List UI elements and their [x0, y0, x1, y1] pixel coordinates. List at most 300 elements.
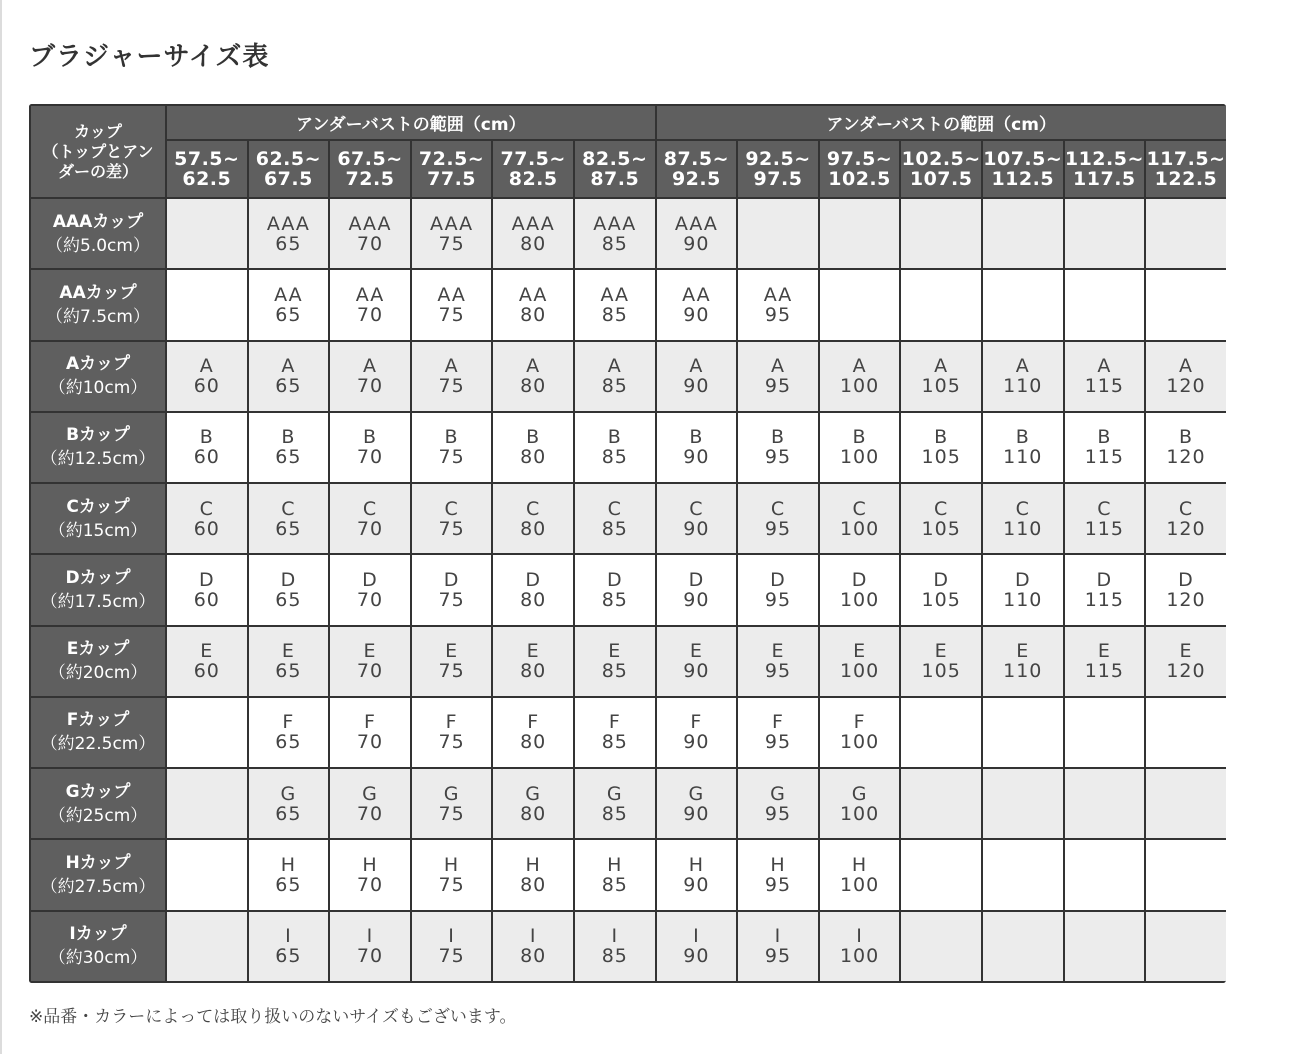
size-band: 60 — [193, 517, 220, 540]
size-band: 115 — [1084, 660, 1124, 683]
size-cell — [737, 768, 819, 839]
size-letter: B — [770, 426, 785, 449]
size-band: 65 — [275, 945, 302, 968]
range-text: 112.5~ — [1064, 148, 1144, 170]
size-cell — [982, 198, 1064, 269]
cup-difference: （約25cm） — [48, 805, 148, 826]
size-band: 70 — [356, 874, 384, 897]
size-band: 110 — [1003, 446, 1043, 469]
size-cell — [248, 697, 330, 768]
range-text: 82.5~ — [582, 148, 648, 170]
size-letter: A — [607, 355, 622, 378]
size-cell — [492, 911, 574, 982]
size-band: 95 — [764, 588, 792, 611]
size-letter: A — [934, 355, 949, 378]
size-band: 60 — [193, 375, 220, 398]
size-cell — [1064, 554, 1146, 625]
size-cell — [982, 412, 1064, 483]
size-band: 80 — [520, 660, 547, 683]
size-letter: I — [448, 925, 455, 948]
size-cell — [656, 341, 738, 412]
size-cell — [166, 839, 248, 910]
size-cell — [1145, 412, 1226, 483]
size-band: 75 — [438, 945, 465, 968]
size-cell — [1145, 198, 1226, 269]
cup-difference: （約22.5cm） — [40, 734, 156, 755]
size-cell — [411, 341, 493, 412]
size-cell — [166, 198, 248, 269]
size-band: 80 — [520, 446, 547, 469]
size-cell — [574, 269, 656, 340]
size-band: 90 — [683, 517, 710, 540]
size-cell — [656, 911, 738, 982]
size-cell — [819, 911, 901, 982]
size-letter: D — [525, 568, 541, 591]
size-cell — [329, 269, 411, 340]
size-band: 85 — [601, 588, 628, 611]
table-row — [30, 483, 1226, 554]
cup-row-header — [30, 483, 166, 554]
size-band: 90 — [683, 802, 710, 825]
range-text: 122.5 — [1154, 168, 1218, 190]
size-cell — [737, 483, 819, 554]
size-table-body — [30, 198, 1226, 982]
size-band: 100 — [839, 945, 880, 968]
size-cell — [982, 483, 1064, 554]
cup-difference: （約10cm） — [48, 378, 148, 399]
size-letter: D — [1096, 568, 1113, 591]
size-cell — [574, 198, 656, 269]
size-band: 115 — [1084, 375, 1124, 398]
size-letter: E — [200, 640, 214, 663]
size-letter: I — [285, 925, 292, 948]
size-cell — [492, 269, 574, 340]
size-band: 90 — [683, 446, 710, 469]
size-cell — [166, 554, 248, 625]
size-band: 70 — [356, 802, 384, 825]
cup-difference: （約27.5cm） — [40, 877, 156, 898]
table-row — [30, 697, 1226, 768]
size-letter: C — [934, 497, 949, 520]
size-letter: B — [1015, 426, 1030, 449]
size-cell — [737, 341, 819, 412]
size-letter: C — [199, 497, 214, 520]
size-cell — [656, 697, 738, 768]
size-cell — [492, 839, 574, 910]
size-band: 70 — [356, 446, 384, 469]
size-cell — [1064, 198, 1146, 269]
size-band: 90 — [683, 375, 710, 398]
size-cell — [411, 269, 493, 340]
size-band: 90 — [683, 945, 710, 968]
size-cell — [1064, 483, 1146, 554]
underbust-range-cell — [982, 140, 1064, 198]
size-cell — [166, 483, 248, 554]
size-cell — [411, 768, 493, 839]
size-band: 120 — [1166, 517, 1206, 540]
table-row — [30, 412, 1226, 483]
size-cell — [737, 412, 819, 483]
size-band: 85 — [601, 232, 628, 255]
table-row — [30, 198, 1226, 269]
size-band: 90 — [683, 232, 710, 255]
size-letter: E — [934, 640, 948, 663]
size-band: 120 — [1166, 588, 1206, 611]
underbust-range-cell — [166, 140, 248, 198]
size-cell — [819, 839, 901, 910]
table-row — [30, 269, 1226, 340]
size-cell — [819, 626, 901, 697]
size-band: 110 — [1003, 660, 1043, 683]
page-left-border — [0, 0, 2, 1054]
underbust-range-cell — [248, 140, 330, 198]
size-band: 70 — [356, 660, 384, 683]
cup-row-header — [30, 412, 166, 483]
size-band: 90 — [683, 731, 710, 754]
size-letter: F — [608, 711, 621, 734]
size-cell — [1064, 412, 1146, 483]
size-letter: AA — [600, 283, 630, 306]
size-band: 75 — [438, 232, 465, 255]
size-band: 120 — [1166, 446, 1206, 469]
underbust-range-header: アンダーバストの範囲（cm） — [166, 105, 656, 140]
size-table-container — [29, 104, 1226, 983]
size-letter: D — [280, 568, 297, 591]
size-letter: C — [1015, 497, 1030, 520]
size-letter: AA — [518, 283, 548, 306]
size-letter: F — [282, 711, 295, 734]
size-cell — [900, 697, 982, 768]
size-cell — [329, 198, 411, 269]
size-cell — [1064, 697, 1146, 768]
size-band: 85 — [601, 874, 628, 897]
underbust-range-cell — [819, 140, 901, 198]
size-letter: H — [280, 854, 297, 877]
size-band: 65 — [275, 375, 302, 398]
size-letter: AAA — [593, 212, 637, 235]
size-cell — [900, 412, 982, 483]
cup-name: Bカップ — [66, 425, 130, 446]
size-letter: F — [445, 711, 458, 734]
size-band: 85 — [601, 660, 628, 683]
size-letter: D — [1014, 568, 1031, 591]
size-cell — [574, 626, 656, 697]
size-cell — [656, 839, 738, 910]
size-letter: I — [611, 925, 619, 948]
size-band: 110 — [1003, 375, 1043, 398]
size-letter: G — [443, 782, 460, 805]
size-letter: I — [529, 925, 537, 948]
size-letter: E — [526, 640, 540, 663]
size-band: 85 — [601, 731, 628, 754]
range-text: 72.5 — [345, 168, 395, 190]
size-band: 100 — [839, 375, 880, 398]
range-text: 62.5~ — [255, 148, 322, 170]
cup-row-header — [30, 839, 166, 910]
underbust-ranges-row — [30, 140, 1226, 198]
size-cell — [982, 697, 1064, 768]
size-cell — [1064, 341, 1146, 412]
size-cell — [492, 554, 574, 625]
size-cell — [574, 554, 656, 625]
size-cell — [982, 554, 1064, 625]
size-cell — [819, 483, 901, 554]
size-letter: C — [770, 497, 786, 520]
size-cell — [819, 269, 901, 340]
size-cell — [1064, 768, 1146, 839]
size-cell — [900, 554, 982, 625]
size-band: 105 — [921, 446, 961, 469]
range-text: 92.5~ — [745, 148, 811, 170]
size-cell — [737, 269, 819, 340]
size-cell — [982, 911, 1064, 982]
size-band: 100 — [839, 660, 880, 683]
size-cell — [248, 768, 330, 839]
size-cell — [819, 412, 901, 483]
cup-name: AAAカップ — [52, 211, 144, 232]
size-band: 80 — [520, 517, 547, 540]
range-text: 117.5 — [1073, 168, 1136, 190]
size-cell — [982, 269, 1064, 340]
size-letter: I — [693, 925, 700, 948]
size-cell — [900, 483, 982, 554]
size-cell — [248, 269, 330, 340]
range-text: 67.5 — [263, 168, 313, 190]
cup-name: Gカップ — [65, 781, 131, 802]
size-cell — [248, 483, 330, 554]
size-letter: D — [362, 568, 378, 591]
size-letter: F — [364, 711, 376, 734]
size-letter: E — [1016, 640, 1030, 663]
table-row — [30, 554, 1226, 625]
size-cell — [411, 911, 493, 982]
size-letter: H — [851, 854, 868, 877]
size-band: 70 — [356, 232, 384, 255]
size-cell — [656, 626, 738, 697]
size-band: 60 — [193, 446, 220, 469]
size-letter: G — [606, 782, 623, 805]
range-text: 112.5 — [991, 168, 1055, 190]
size-cell — [166, 341, 248, 412]
size-letter: B — [362, 426, 377, 449]
size-cell — [656, 554, 738, 625]
size-cell — [248, 198, 330, 269]
size-band: 115 — [1084, 517, 1124, 540]
size-band: 85 — [601, 945, 628, 968]
size-letter: A — [1178, 355, 1193, 378]
size-cell — [737, 626, 819, 697]
size-letter: B — [1178, 426, 1193, 449]
size-cell — [248, 412, 330, 483]
size-letter: I — [856, 925, 863, 948]
size-cell — [248, 839, 330, 910]
cup-name: Aカップ — [66, 354, 130, 375]
size-cell — [900, 911, 982, 982]
size-band: 100 — [839, 731, 880, 754]
size-cell — [1145, 483, 1226, 554]
size-cell — [166, 269, 248, 340]
size-cell — [329, 626, 411, 697]
size-letter: G — [362, 782, 378, 805]
size-band: 105 — [921, 660, 961, 683]
underbust-range-cell — [1145, 140, 1226, 198]
table-row — [30, 341, 1226, 412]
range-text: 92.5 — [671, 168, 721, 190]
cup-name: Hカップ — [65, 853, 131, 874]
size-band: 90 — [683, 660, 710, 683]
size-letter: G — [525, 782, 542, 805]
size-letter: AAA — [266, 212, 310, 235]
size-letter: AAA — [348, 212, 392, 235]
size-letter: A — [689, 355, 704, 378]
size-cell — [819, 768, 901, 839]
cup-difference: （約5.0cm） — [46, 235, 150, 256]
cup-difference: （約20cm） — [48, 663, 148, 684]
size-band: 80 — [520, 303, 547, 326]
size-letter: A — [444, 355, 459, 378]
size-band: 80 — [520, 874, 547, 897]
cup-difference: （約12.5cm） — [40, 449, 156, 470]
size-band: 70 — [356, 517, 384, 540]
size-letter: AA — [274, 283, 303, 306]
size-cell — [982, 626, 1064, 697]
cup-difference: （約7.5cm） — [46, 306, 150, 327]
size-letter: A — [281, 355, 296, 378]
size-band: 85 — [601, 303, 628, 326]
size-cell — [166, 768, 248, 839]
underbust-range-cell — [574, 140, 656, 198]
size-cell — [248, 554, 330, 625]
size-band: 65 — [275, 802, 302, 825]
underbust-range-header: アンダーバストの範囲（cm） — [656, 105, 1226, 140]
underbust-range-cell — [737, 140, 819, 198]
size-cell — [656, 483, 738, 554]
size-letter: F — [772, 711, 784, 734]
range-text: 97.5~ — [826, 148, 893, 170]
range-text: 107.5 — [909, 168, 973, 190]
size-letter: B — [1097, 426, 1112, 449]
size-letter: E — [771, 640, 785, 663]
size-letter: F — [690, 711, 703, 734]
size-cell — [737, 839, 819, 910]
size-letter: B — [281, 426, 296, 449]
size-cell — [1064, 269, 1146, 340]
size-cell — [574, 483, 656, 554]
size-band: 100 — [839, 874, 880, 897]
size-letter: D — [933, 568, 949, 591]
size-band: 65 — [275, 446, 302, 469]
size-band: 85 — [601, 517, 628, 540]
cup-name: AAカップ — [59, 282, 137, 303]
size-band: 65 — [275, 660, 302, 683]
cup-row-header — [30, 626, 166, 697]
size-band: 95 — [764, 874, 792, 897]
size-cell — [492, 697, 574, 768]
cup-row-header — [30, 768, 166, 839]
range-text: 87.5 — [590, 168, 640, 190]
size-band: 100 — [839, 588, 880, 611]
size-cell — [411, 198, 493, 269]
size-cell — [329, 341, 411, 412]
cup-name: Eカップ — [66, 639, 130, 660]
cup-difference: （約15cm） — [48, 520, 148, 541]
size-band: 100 — [839, 446, 880, 469]
cup-row-header — [30, 554, 166, 625]
size-cell — [900, 626, 982, 697]
size-band: 65 — [275, 303, 302, 326]
size-cell — [574, 839, 656, 910]
size-cell — [492, 341, 574, 412]
size-letter: C — [852, 497, 867, 520]
underbust-range-cell — [329, 140, 411, 198]
size-band: 65 — [275, 731, 302, 754]
size-cell — [1145, 839, 1226, 910]
size-letter: H — [607, 854, 623, 877]
size-cell — [1145, 341, 1226, 412]
size-letter: E — [363, 640, 377, 663]
size-band: 80 — [520, 945, 547, 968]
size-cell — [166, 697, 248, 768]
size-band: 85 — [601, 802, 628, 825]
size-letter: C — [607, 497, 622, 520]
size-letter: D — [851, 568, 868, 591]
size-letter: AAA — [430, 212, 474, 235]
size-letter: AA — [763, 283, 793, 306]
underbust-range-cell — [492, 140, 574, 198]
size-letter: C — [1178, 497, 1194, 520]
size-cell — [819, 198, 901, 269]
size-band: 95 — [764, 446, 792, 469]
table-row — [30, 768, 1226, 839]
size-letter: H — [362, 854, 378, 877]
size-cell — [329, 768, 411, 839]
cup-name: Fカップ — [66, 710, 130, 731]
size-letter: A — [199, 355, 214, 378]
size-band: 95 — [764, 731, 792, 754]
size-cell — [656, 768, 738, 839]
size-letter: A — [1097, 355, 1112, 378]
size-letter: B — [934, 426, 949, 449]
size-band: 70 — [356, 945, 384, 968]
size-band: 80 — [520, 802, 547, 825]
size-band: 120 — [1166, 375, 1206, 398]
size-cell — [737, 554, 819, 625]
size-band: 80 — [520, 731, 547, 754]
size-cell — [329, 839, 411, 910]
size-band: 65 — [275, 588, 302, 611]
size-letter: AA — [437, 283, 466, 306]
cup-row-header — [30, 198, 166, 269]
size-letter: E — [1097, 640, 1111, 663]
size-cell — [737, 697, 819, 768]
size-letter: E — [281, 640, 295, 663]
size-letter: E — [689, 640, 703, 663]
size-letter: E — [1179, 640, 1193, 663]
size-letter: B — [526, 426, 541, 449]
table-row — [30, 839, 1226, 910]
size-letter: AAA — [511, 212, 555, 235]
size-band: 85 — [601, 375, 628, 398]
size-cell — [1064, 626, 1146, 697]
range-text: 102.5 — [828, 168, 891, 190]
size-letter: C — [526, 497, 541, 520]
size-letter: E — [445, 640, 459, 663]
size-band: 95 — [764, 375, 792, 398]
size-cell — [329, 412, 411, 483]
size-cell — [329, 697, 411, 768]
underbust-range-cell — [900, 140, 982, 198]
size-band: 75 — [438, 375, 465, 398]
